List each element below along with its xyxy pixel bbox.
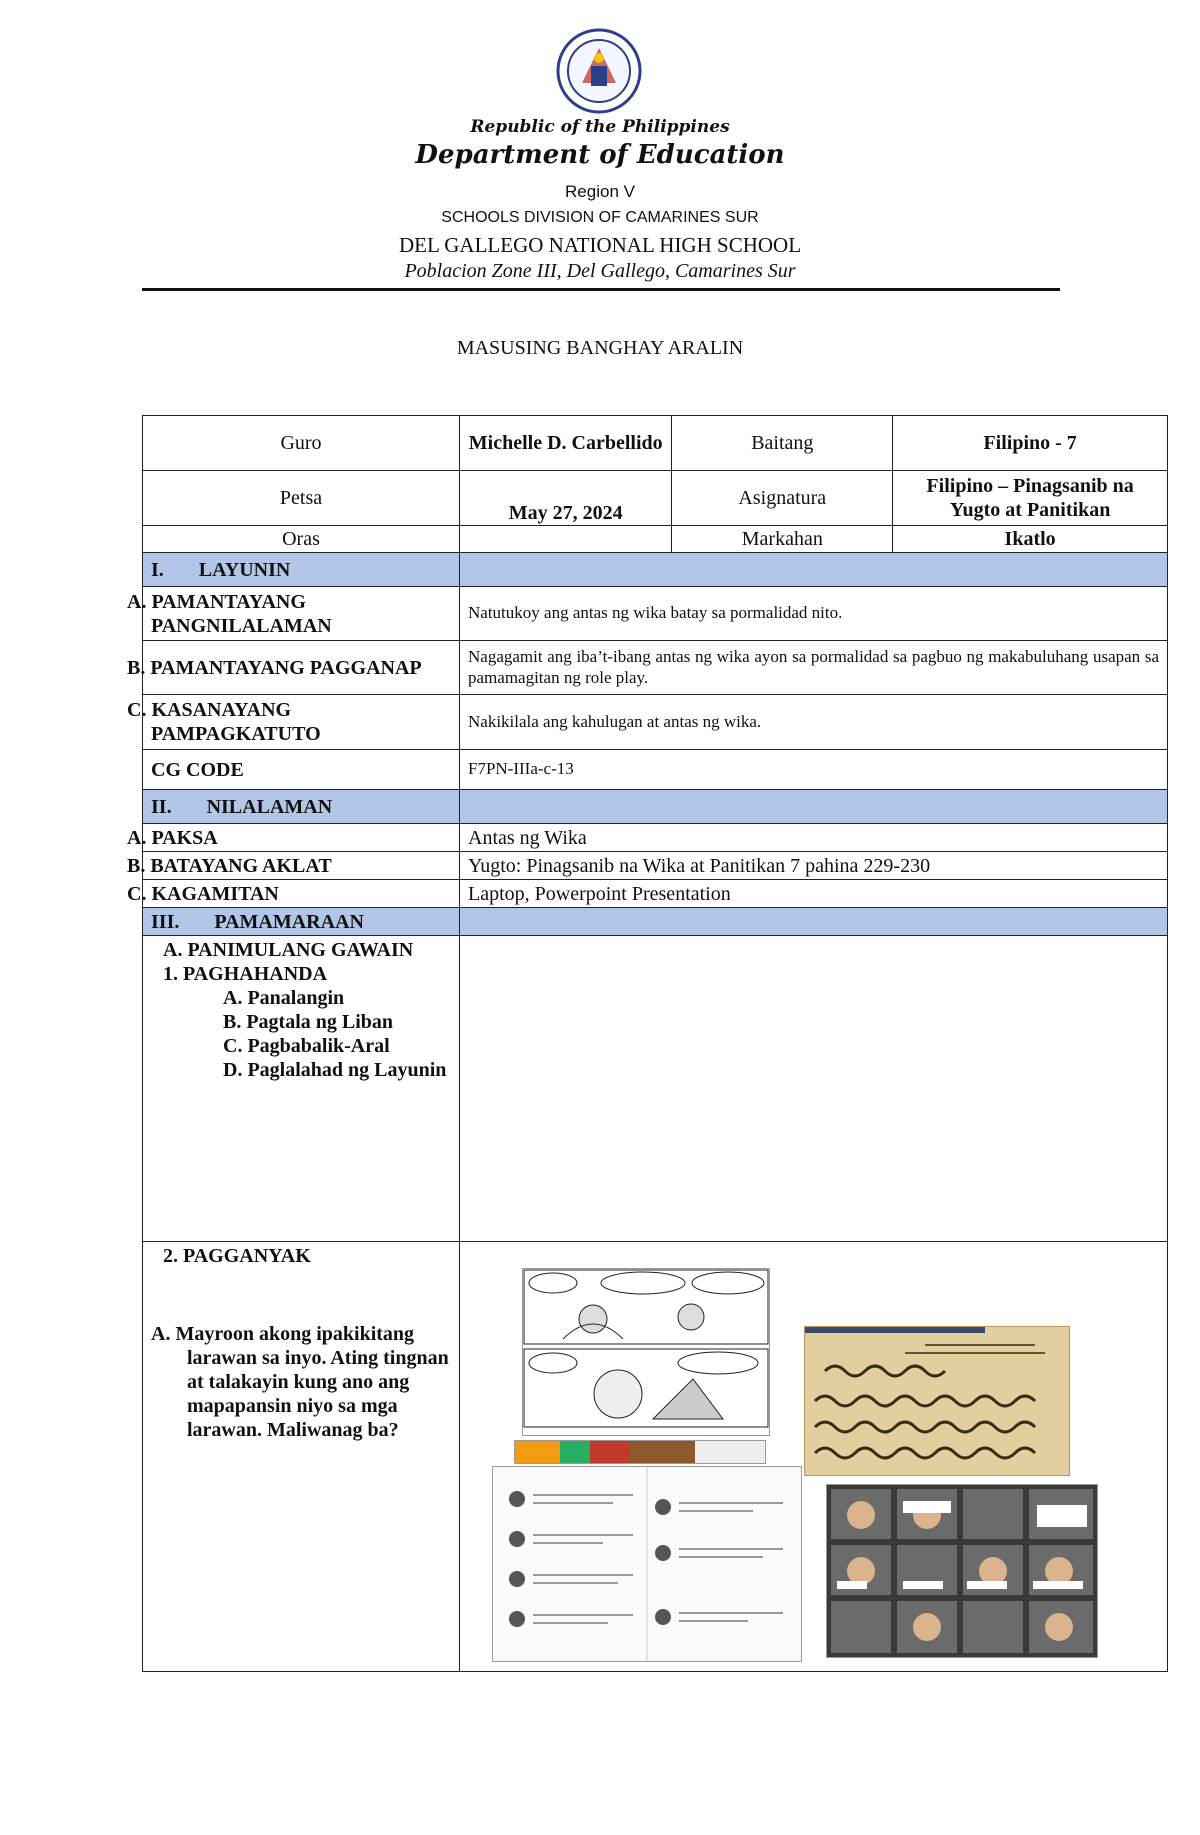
pagganyak-label: 2. PAGGANYAK [163, 1245, 311, 1267]
pagganyak-text: A. Mayroon akong ipakikitang larawan sa inyo. Ating tingnan at talakayin kung ano ang mapapansin niyo sa mga larawan. Maliwanag ba? [151, 1323, 449, 1441]
comic-strip-image [522, 1268, 770, 1436]
baitang-value: Filipino - 7 [893, 416, 1168, 471]
section-pamamaraan-fill [460, 908, 1168, 936]
section-layunin-title: LAYUNIN [198, 558, 291, 581]
asignatura-label: Asignatura [672, 471, 893, 526]
section-layunin-heading [143, 553, 460, 587]
comic-color-strip [514, 1440, 766, 1464]
kagamitan-row [143, 880, 1168, 908]
layunin-row-b [143, 641, 1168, 695]
petsa-label: Petsa [143, 471, 460, 526]
info-row-guro [143, 416, 1168, 471]
pagganyak-cell [143, 1242, 460, 1672]
section-layunin-num: I. [151, 558, 164, 581]
section-nilalaman-fill [460, 790, 1168, 824]
layunin-a-label: A. PAMANTAYANG PANGNILALAMAN [143, 587, 460, 641]
section-pamamaraan [143, 908, 1168, 936]
pagganyak-row [143, 1242, 1168, 1672]
layunin-b-value: Nagagamit ang iba’t-ibang antas ng wika ayon sa pormalidad sa pagbuo ng makabuluhang usapan sa pamamagitan ng role play. [460, 641, 1168, 695]
social-posts-illustration [493, 1467, 801, 1661]
section-layunin [143, 553, 1168, 587]
panimula-label: A. PANIMULANG GAWAIN [163, 939, 414, 961]
oras-value [460, 526, 672, 553]
cg-code-label: CG CODE [143, 750, 460, 790]
panimula-row [143, 936, 1168, 1242]
school-address: Poblacion Zone III, Del Gallego, Camarines Sur [404, 260, 796, 282]
meme-grid-image [826, 1484, 1098, 1658]
section-nilalaman [143, 790, 1168, 824]
section-pamamaraan-num: III. [151, 910, 180, 933]
cg-code-row [143, 750, 1168, 790]
section-pamamaraan-title: PAMAMARAAN [214, 910, 364, 933]
header-divider [142, 288, 1060, 291]
baybayin-illustration [805, 1327, 1069, 1475]
panimula-cell [143, 936, 460, 1242]
aklat-label: B. BATAYANG AKLAT [143, 852, 460, 880]
baitang-label: Baitang [672, 416, 893, 471]
info-row-petsa [143, 471, 1168, 526]
section-pamamaraan-heading [143, 908, 460, 936]
info-row-oras [143, 526, 1168, 553]
paghahanda-label: 1. PAGHAHANDA [163, 963, 328, 985]
department-line: Department of Education [415, 140, 785, 170]
document-title: MASUSING BANGHAY ARALIN [456, 337, 744, 359]
pagganyak-images [460, 1242, 1168, 1672]
aklat-value: Yugto: Pinagsanib na Wika at Panitikan 7 pahina 229-230 [460, 852, 1168, 880]
asignatura-value: Filipino – Pinagsanib na Yugto at Panitikan [893, 471, 1168, 526]
layunin-a-value: Natutukoy ang antas ng wika batay sa pormalidad nito. [460, 587, 1168, 641]
layunin-row-c [143, 695, 1168, 750]
section-nilalaman-num: II. [151, 795, 172, 818]
step-b: B. Pagtala ng Liban [223, 1011, 394, 1033]
school-name: DEL GALLEGO NATIONAL HIGH SCHOOL [398, 233, 802, 257]
markahan-label: Markahan [672, 526, 893, 553]
layunin-row-a [143, 587, 1168, 641]
social-media-posts-image [492, 1466, 802, 1662]
paksa-value: Antas ng Wika [460, 824, 1168, 852]
region-line: Region V [565, 182, 635, 201]
section-layunin-fill [460, 553, 1168, 587]
division-line: SCHOOLS DIVISION OF CAMARINES SUR [441, 209, 759, 226]
paksa-label: A. PAKSA [143, 824, 460, 852]
kagamitan-value: Laptop, Powerpoint Presentation [460, 880, 1168, 908]
step-c: C. Pagbabalik-Aral [223, 1035, 390, 1057]
step-d: D. Paglalahad ng Layunin [223, 1059, 447, 1081]
paksa-row [143, 824, 1168, 852]
kagamitan-label: C. KAGAMITAN [143, 880, 460, 908]
oras-label: Oras [143, 526, 460, 553]
comic-illustration [523, 1269, 769, 1435]
step-a: A. Panalangin [223, 987, 345, 1009]
markahan-value: Ikatlo [893, 526, 1168, 553]
republic-line: Republic of the Philippines [470, 117, 730, 137]
layunin-b-label: B. PAMANTAYANG PAGGANAP [143, 641, 460, 695]
petsa-value: May 27, 2024 [460, 471, 672, 526]
layunin-c-value: Nakikilala ang kahulugan at antas ng wika. [460, 695, 1168, 750]
lesson-plan-table [127, 415, 1168, 1672]
baybayin-scroll-image [804, 1326, 1070, 1476]
meme-illustration [827, 1485, 1097, 1657]
deped-seal-logo [556, 28, 642, 114]
cg-code-value: F7PN-IIIa-c-13 [460, 750, 1168, 790]
layunin-c-label: C. KASANAYANG PAMPAGKATUTO [143, 695, 460, 750]
section-nilalaman-heading [143, 790, 460, 824]
guro-label: Guro [143, 416, 460, 471]
guro-value: Michelle D. Carbellido [460, 416, 672, 471]
aklat-row [143, 852, 1168, 880]
section-nilalaman-title: NILALAMAN [206, 795, 333, 818]
panimula-notes [460, 936, 1168, 1242]
